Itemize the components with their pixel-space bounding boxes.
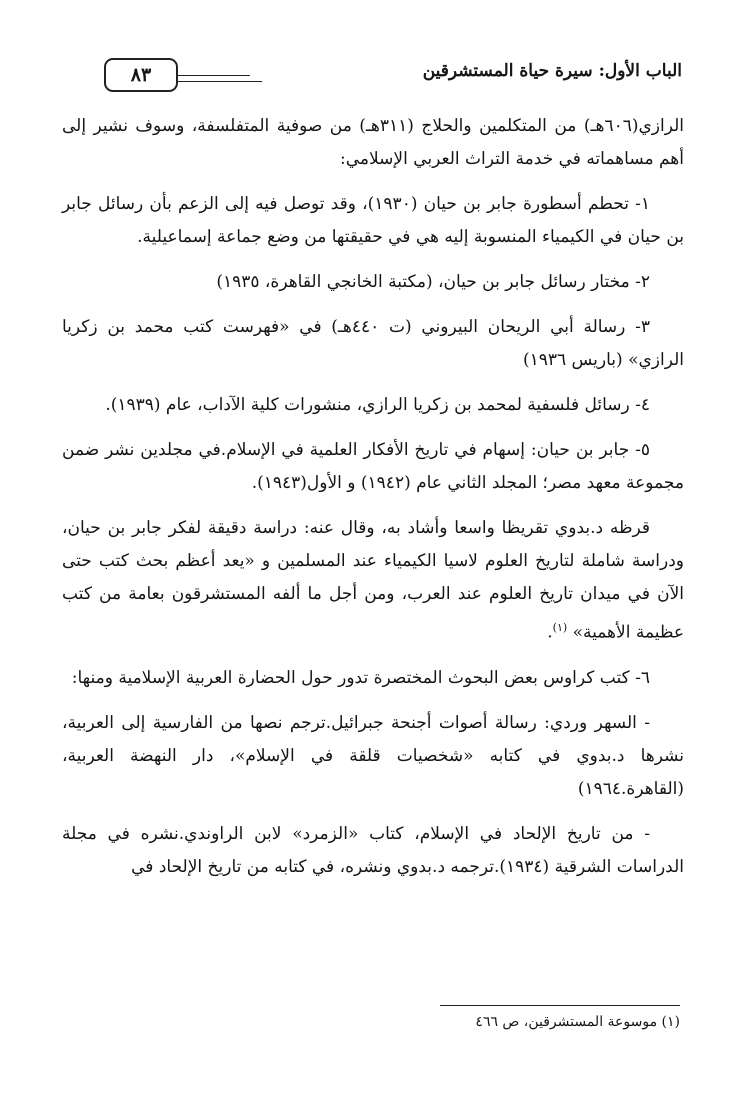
list-item-5: ٥- جابر بن حيان: إسهام في تاريخ الأفكار العلمية في الإسلام.في مجلدين نشر ضمن مجموعة معهد مصر؛ المجلد الثاني عام (١٩٤٢) و الأول(١٩٤٣). <box>62 440 684 493</box>
sub-item-suhrawardi: - السهر وردي: رسالة أصوات أجنحة جبرائيل.ترجم نصها من الفارسية إلى العربية، نشرها د.بدوي في كتابه «شخصيات قلقة في الإسلام»، دار النهضة العربية، (القاهرة.١٩٦٤) <box>62 712 684 799</box>
list-item-4: ٤- رسائل فلسفية لمحمد بن زكريا الرازي، منشورات كلية الآداب، عام (١٩٣٩). <box>105 395 650 415</box>
header-rule <box>176 81 262 82</box>
header-rule <box>176 75 250 76</box>
list-item-3: ٣- رسالة أبي الريحان البيروني (ت ٤٤٠هـ) في «فهرست كتب محمد بن زكريا الرازي» (باريس ١٩٣٦) <box>62 317 684 370</box>
list-item-1: ١- تحطم أسطورة جابر بن حيان (١٩٣٠)، وقد توصل فيه إلى الزعم بأن رسائل جابر بن حيان في الكيمياء المنسوبة إليه هي في حقيقتها من وضع جماعة إسماعيلية. <box>62 194 684 247</box>
footnote-rule <box>440 1005 680 1006</box>
chapter-title: الباب الأول: سيرة حياة المستشرقين <box>422 61 682 81</box>
commentary-text: قرظه د.بدوي تقريظا واسعا وأشاد به، وقال عنه: دراسة دقيقة لفكر جابر بن حيان، ودراسة شاملة لتاريخ العلوم لاسيا الكيمياء عند المسلمين و «يعد أعظم بحث كتب حتى الآن في ميدان تاريخ العلوم عند العرب، ومن أجل ما ألفه المستشرقون بعامة من كتب عظيمة الأهمية» <box>62 518 684 643</box>
sub-item-ilhad: - من تاريخ الإلحاد في الإسلام، كتاب «الزمرد» لابن الراوندي.نشره في مجلة الدراسات الشرقية (١٩٣٤).ترجمه د.بدوي ونشره، في كتابه من تاريخ الإلحاد في <box>62 823 684 877</box>
commentary-end: . <box>547 622 553 643</box>
list-item-2: ٢- مختار رسائل جابر بن حيان، (مكتبة الخانجي القاهرة، ١٩٣٥) <box>216 272 650 292</box>
list-item-6: ٦- كتب كراوس بعض البحوث المختصرة تدور حول الحضارة العربية الإسلامية ومنها: <box>71 667 650 688</box>
page-header <box>0 58 746 92</box>
footnote-reference: (١) <box>552 621 568 634</box>
page-number: ٨٣ <box>104 58 178 92</box>
footnote: (١) موسوعة المستشرقين، ص ٤٦٦ <box>475 1014 680 1030</box>
paragraph-intro: الرازي(٦٠٦هـ) من المتكلمين والحلاج (٣١١هـ) من صوفية المتفلسفة، وسوف نشير إلى أهم مساهماته في خدمة التراث العربي الإسلامي: <box>62 116 684 169</box>
paragraph-commentary <box>62 512 684 650</box>
body-text <box>62 110 684 896</box>
